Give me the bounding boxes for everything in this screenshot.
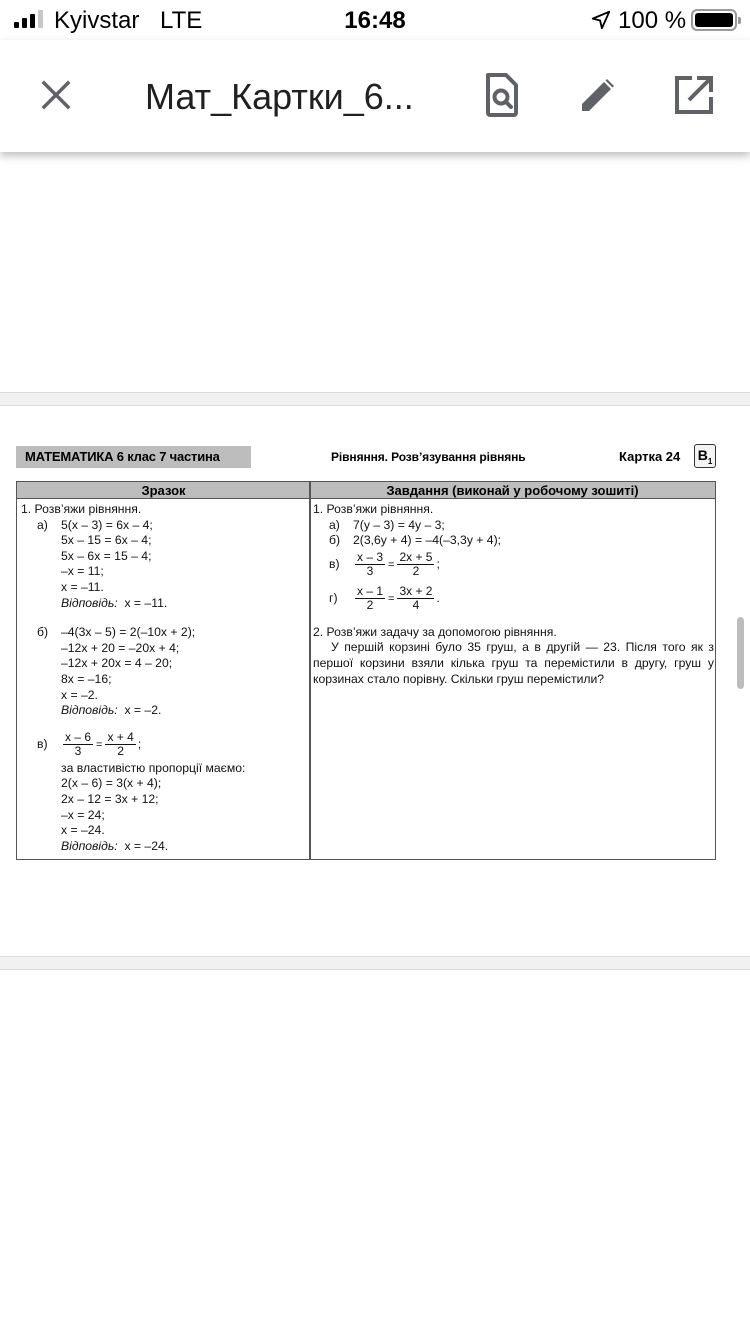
item-label: б) — [37, 625, 49, 640]
edit-pencil-icon — [578, 75, 618, 115]
fraction: $\frac{x - 1}{2}$ — [357, 584, 384, 613]
example-column — [21, 502, 307, 854]
example-b-line: –12x + 20 = –20x + 4; — [61, 640, 180, 655]
header-tasks: Завдання (виконай у робочому зошиті) — [386, 483, 639, 498]
task-table — [16, 481, 716, 860]
network-type: LTE — [160, 7, 203, 34]
fraction: $\frac{2x + 5}{2}$ — [399, 550, 433, 579]
example-b-line: –12x + 20x = 4 – 20; — [61, 656, 173, 671]
equation: 7(y – 3) = 4y – 3; — [353, 517, 445, 532]
variant-badge — [694, 444, 716, 468]
close-icon — [40, 79, 72, 111]
close-button[interactable] — [31, 70, 81, 120]
example-a-line: 5x – 15 = 6x – 4; — [61, 533, 152, 548]
answer-value: x = –11. — [124, 595, 168, 610]
fraction: $\frac{3x + 2}{4}$ — [399, 584, 433, 613]
task1-a — [313, 518, 714, 534]
answer-label: Відповідь: — [61, 838, 118, 853]
example-v-line: 2(x – 6) = 3(x + 4); — [61, 776, 162, 791]
open-external-button[interactable] — [669, 70, 719, 120]
answer-value: x = –2. — [124, 703, 162, 718]
equation: 2(3,6y + 4) = –4(–3,3y + 4); — [353, 533, 502, 548]
example-a-line: 5x – 6x = 15 – 4; — [61, 548, 152, 563]
scrollbar-thumb[interactable] — [737, 617, 744, 689]
subject-badge: МАТЕМАТИКА 6 клас 7 частина — [16, 446, 251, 468]
example-task-title: 1. Розв’яжи рівняння. — [21, 502, 142, 516]
edit-button[interactable] — [573, 70, 623, 120]
example-v-line: 2x – 12 = 3x + 12; — [61, 791, 159, 806]
task1-title: 1. Розв’яжи рівняння. — [313, 502, 434, 516]
example-b-line: 8x = –16; — [61, 671, 112, 686]
answer-label: Відповідь: — [61, 595, 118, 610]
variant-letter: В — [697, 447, 708, 463]
example-v-line: x = –24. — [61, 823, 105, 838]
table-header-row — [17, 482, 715, 499]
fraction: $\frac{x - 6}{3}$ — [65, 730, 92, 759]
item-label: в) — [37, 736, 48, 751]
page-separator — [0, 956, 750, 970]
variant-subscript: 1 — [707, 456, 713, 466]
task1-v: в) $\frac{x - 3}{3}$ = $\frac{2x + 5}{2}$ ; — [329, 550, 440, 579]
column-divider — [309, 482, 311, 859]
item-label: г) — [329, 590, 338, 605]
example-b-answer — [21, 703, 307, 719]
item-label: а) — [329, 517, 340, 532]
find-in-document-button[interactable] — [477, 70, 527, 120]
fraction: $\frac{x - 3}{3}$ — [357, 550, 384, 579]
item-label: в) — [329, 556, 340, 571]
tasks-column — [313, 502, 714, 687]
fraction: $\frac{x + 4}{2}$ — [107, 730, 134, 759]
answer-label: Відповідь: — [61, 703, 118, 718]
search-document-icon — [484, 73, 520, 117]
item-label: б) — [329, 533, 341, 548]
task1-b — [313, 533, 714, 549]
clock: 16:48 — [344, 7, 406, 34]
location-arrow-icon — [590, 9, 612, 31]
task1-g: г) $\frac{x - 1}{2}$ = $\frac{3x + 2}{4}$ . — [329, 584, 440, 613]
example-v-line: –x = 24; — [61, 807, 105, 822]
topic-title: Рівняння. Розв’язування рівнянь — [331, 450, 526, 464]
example-a-line — [21, 518, 307, 534]
viewer-toolbar — [0, 40, 750, 152]
example-v-note: за властивістю пропорції маємо: — [61, 760, 246, 775]
open-external-icon — [674, 75, 714, 115]
example-v-equation: в) $\frac{x - 6}{3}$ = $\frac{x + 4}{2}$ ; — [37, 730, 142, 759]
answer-value: x = –24. — [124, 838, 169, 853]
equation: –4(3x – 5) = 2(–10x + 2); — [61, 625, 196, 640]
task2-text: У першій корзині було 35 груш, а в другій — 23. Після того як з першої корзини взяли кілька груш та перемістили в другу, груш у корзинах стало порівну. Скільки груш перемістили? — [313, 640, 714, 686]
status-bar — [0, 0, 750, 40]
example-v-answer — [21, 839, 307, 855]
battery-icon — [691, 9, 737, 31]
example-b-line — [21, 625, 307, 641]
task2-title: 2. Розв’яжи задачу за допомогою рівняння. — [313, 624, 557, 639]
page-separator — [0, 392, 750, 406]
equation: 5(x – 3) = 6x – 4; — [61, 517, 153, 532]
document-title: Мат_Картки_6... — [145, 76, 414, 117]
battery-percent: 100 % — [618, 7, 687, 34]
card-header — [0, 446, 750, 470]
carrier-name: Kyivstar — [54, 7, 140, 34]
example-a-answer — [21, 596, 307, 612]
example-b-line: x = –2. — [61, 687, 98, 702]
header-example: Зразок — [141, 483, 186, 498]
example-a-line: –x = 11; — [61, 564, 104, 579]
item-label: а) — [37, 517, 48, 532]
card-number: Картка 24 — [619, 449, 681, 464]
example-a-line: x = –11. — [61, 579, 104, 594]
